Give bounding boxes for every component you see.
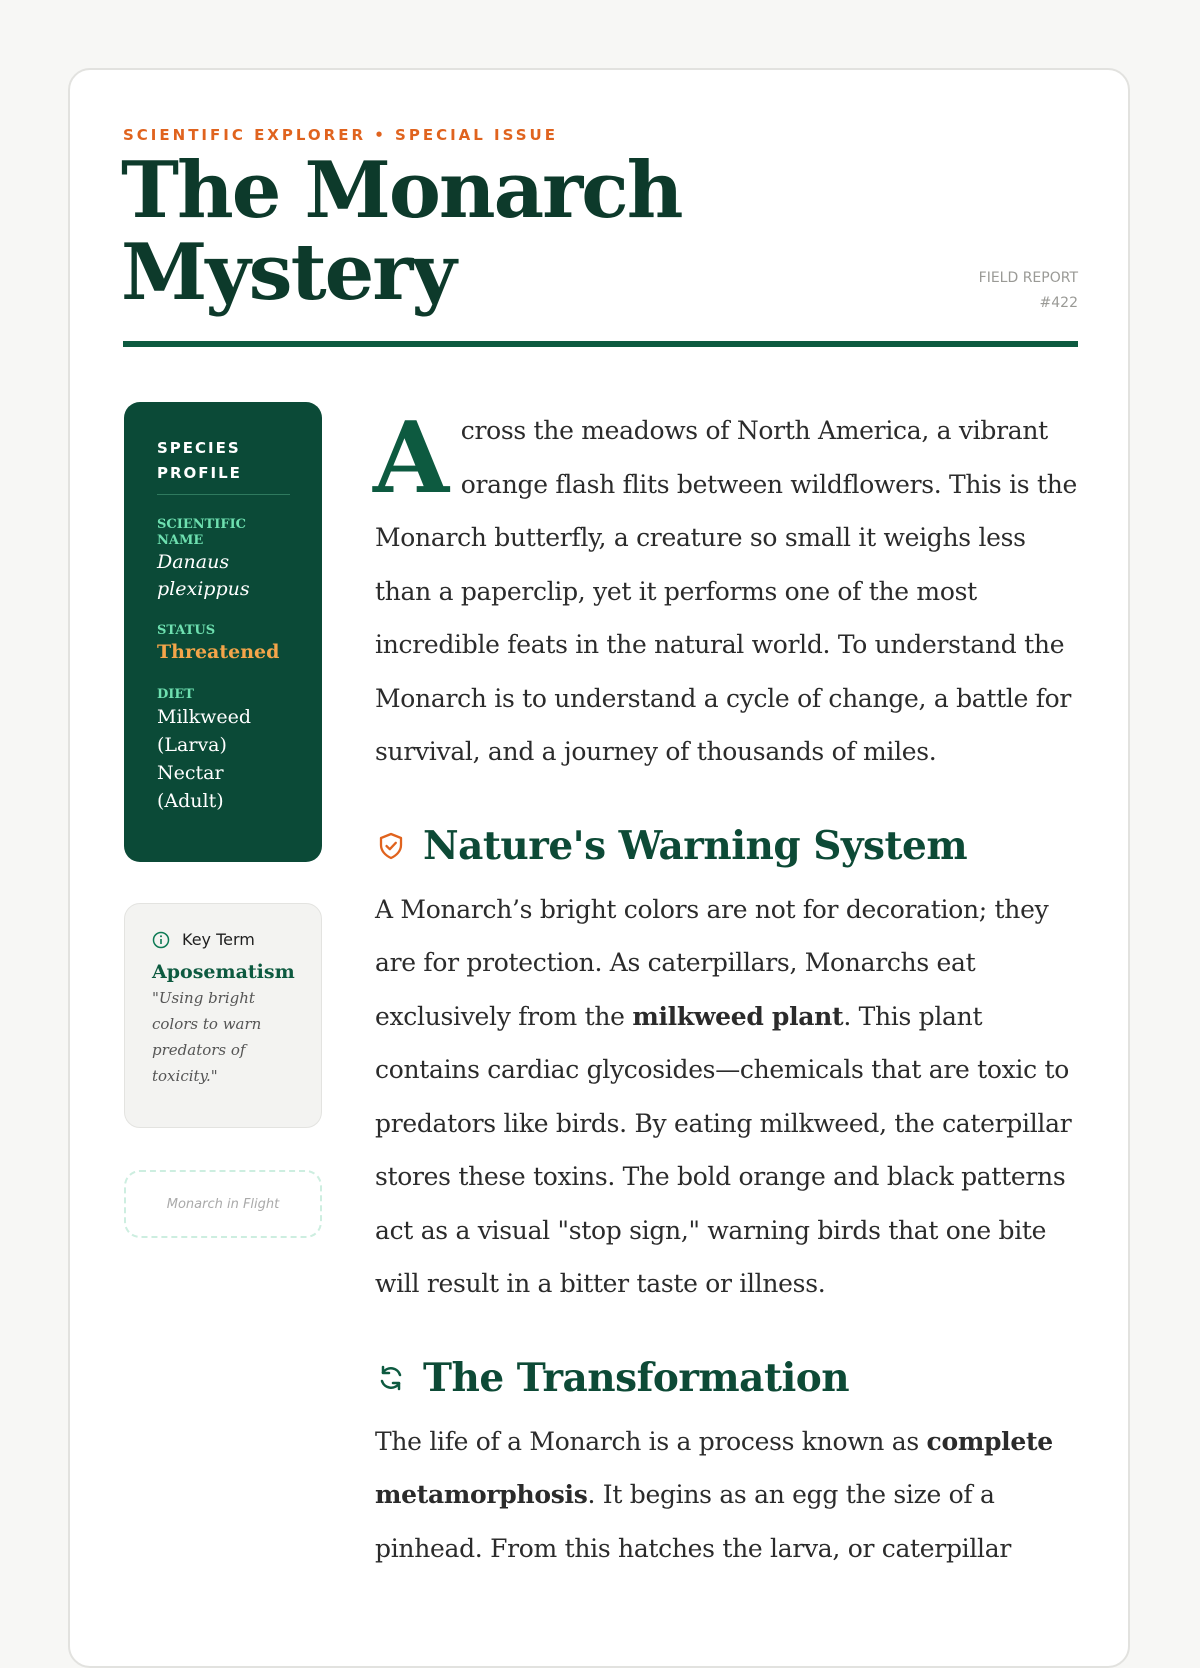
diet-line: (Adult) (157, 790, 224, 812)
paragraph-text: A Monarch’s bright colors are not for decoration; they are for protection. As caterpillars, Monarchs eat exclusively from the (375, 894, 1049, 1031)
intro-paragraph (373, 401, 1080, 779)
key-term-card (124, 903, 322, 1128)
definition-line: predators of (152, 1041, 246, 1059)
article-body (375, 402, 1080, 1575)
species-profile-card (124, 402, 322, 862)
diet-line: (Larva) (157, 734, 227, 756)
info-icon (152, 931, 170, 949)
section-heading-transformation (375, 1355, 1080, 1401)
status-value: Threatened (157, 641, 280, 663)
key-term-word: Aposematism (152, 961, 295, 983)
image-placeholder (124, 1170, 322, 1238)
title-line-2: Mystery (121, 227, 455, 318)
paragraph-text: The life of a Monarch is a process known as (375, 1426, 927, 1456)
diet-line: Milkweed (157, 706, 252, 728)
diet-label: DIET (157, 687, 194, 702)
title-line-1: The Monarch (121, 145, 682, 236)
page-title (121, 145, 821, 318)
paragraph-text: . It begins as an egg the size of a pinhead. From this hatches the larva, or caterpillar (375, 1480, 1011, 1563)
diet-line: Nectar (157, 762, 224, 784)
species-profile-heading (157, 436, 290, 495)
key-term-header (152, 930, 295, 949)
diet-value (157, 703, 290, 815)
sci-value-line-1: Danaus (157, 551, 230, 573)
drop-cap: A (373, 401, 449, 516)
scientific-name-label (157, 517, 290, 549)
image-caption: Monarch in Flight (166, 1196, 280, 1212)
section-heading-text: Nature's Warning System (423, 822, 968, 869)
sci-label-line-1: SCIENTIFIC (157, 517, 247, 532)
definition-line: "Using bright (152, 989, 255, 1007)
warning-paragraph (375, 883, 1080, 1311)
definition-line: colors to warn (152, 1015, 262, 1033)
sci-label-line-2: NAME (157, 533, 204, 548)
shield-check-icon (375, 830, 407, 862)
bold-term: milkweed plant (632, 1001, 844, 1031)
section-heading-warning (375, 823, 1080, 869)
bold-term: complete metamorphosis (375, 1426, 1053, 1509)
paragraph-text: . This plant contains cardiac glycosides—chemicals that are toxic to predators like birds. By eating milkweed, the caterpillar stores these toxins. The bold orange and black patterns act as a visual "stop sign," warning birds that one bite will result in a bitter taste or illness. (375, 1001, 1072, 1298)
report-line-1: FIELD REPORT (978, 270, 1078, 286)
status-label: STATUS (157, 623, 216, 638)
section-heading-text: The Transformation (423, 1354, 850, 1401)
header-divider (123, 341, 1078, 347)
sci-value-line-2: plexippus (157, 578, 250, 600)
key-term-heading: Key Term (182, 930, 255, 949)
publication-kicker: SCIENTIFIC EXPLORER • SPECIAL ISSUE (123, 126, 558, 144)
scientific-name-value (157, 549, 290, 603)
refresh-icon (375, 1362, 407, 1394)
intro-text: cross the meadows of North America, a vibrant orange flash flits between wildflowers. This is the Monarch butterfly, a creature so small it weighs less than a paperclip, yet it performs one of the most incredible feats in the natural world. To understand the Monarch is to understand a cycle of change, a battle for survival, and a journey of thousands of miles. (375, 416, 1078, 766)
profile-heading-line-1: SPECIES (157, 439, 241, 457)
report-number: #422 (1039, 295, 1078, 311)
profile-heading-line-2: PROFILE (157, 464, 242, 482)
transformation-paragraph (375, 1415, 1080, 1576)
definition-line: toxicity." (152, 1067, 218, 1085)
key-term-definition (152, 985, 295, 1089)
field-report-label (979, 266, 1078, 316)
